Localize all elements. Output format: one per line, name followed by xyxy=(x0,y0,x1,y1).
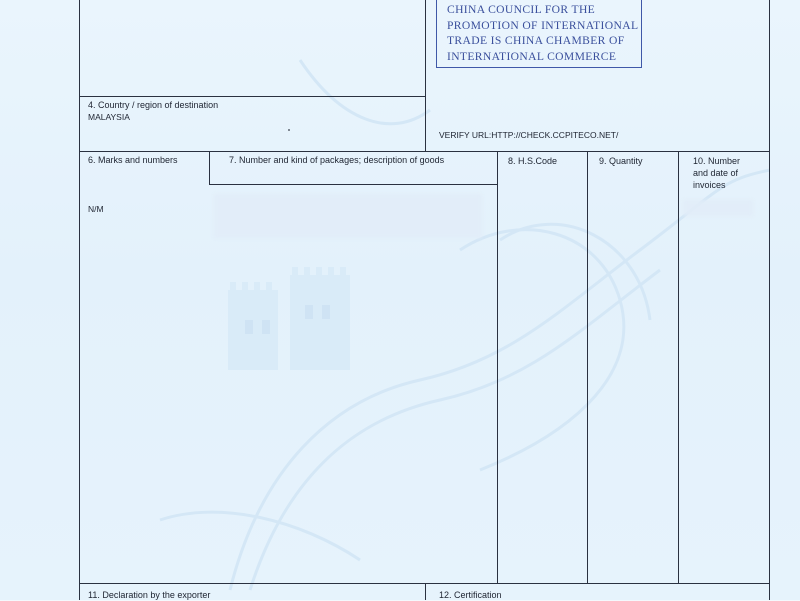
goods-bottom-rule xyxy=(79,583,769,584)
quantity-header: 9. Quantity xyxy=(599,156,643,166)
quantity-column-rule xyxy=(587,151,588,583)
hscode-header: 8. H.S.Code xyxy=(508,156,558,166)
redacted-goods-description xyxy=(214,194,482,238)
destination-label: 4. Country / region of destination xyxy=(88,100,219,110)
issuer-stamp xyxy=(436,0,642,68)
invoices-header-line-2: and date of xyxy=(693,168,739,178)
invoices-header-line-1: 10. Number xyxy=(693,156,741,166)
certification-label: 12. Certification xyxy=(439,590,502,600)
box4-top-rule xyxy=(79,96,425,97)
issuer-line-2: PROMOTION OF INTERNATIONAL xyxy=(447,18,639,32)
upper-center-rule xyxy=(425,0,426,152)
invoices-column-rule xyxy=(678,151,679,583)
ink-speck xyxy=(288,129,290,131)
goods-header-top-rule xyxy=(79,151,769,152)
packages-header-bottom-rule xyxy=(209,184,497,185)
invoices-header-line-3: invoices xyxy=(693,180,726,190)
issuer-line-3: TRADE IS CHINA CHAMBER OF xyxy=(447,34,625,47)
packages-header: 7. Number and kind of packages; description of goods xyxy=(229,155,445,165)
marks-column-rule xyxy=(209,151,210,185)
verify-url: VERIFY URL:HTTP://CHECK.CCPITECO.NET/ xyxy=(439,130,619,140)
frame-right-rule xyxy=(769,0,770,600)
destination-value: MALAYSIA xyxy=(88,112,130,122)
issuer-line-1: CHINA COUNCIL FOR THE xyxy=(447,3,596,16)
redacted-invoice-number xyxy=(683,200,753,216)
marks-header: 6. Marks and numbers xyxy=(88,155,178,165)
issuer-line-4: INTERNATIONAL COMMERCE xyxy=(447,49,617,63)
declaration-label: 11. Declaration by the exporter xyxy=(88,590,211,600)
frame-left-rule xyxy=(79,0,80,600)
footer-center-rule xyxy=(425,583,426,600)
hscode-column-rule xyxy=(497,151,498,583)
marks-value: N/M xyxy=(88,204,104,214)
